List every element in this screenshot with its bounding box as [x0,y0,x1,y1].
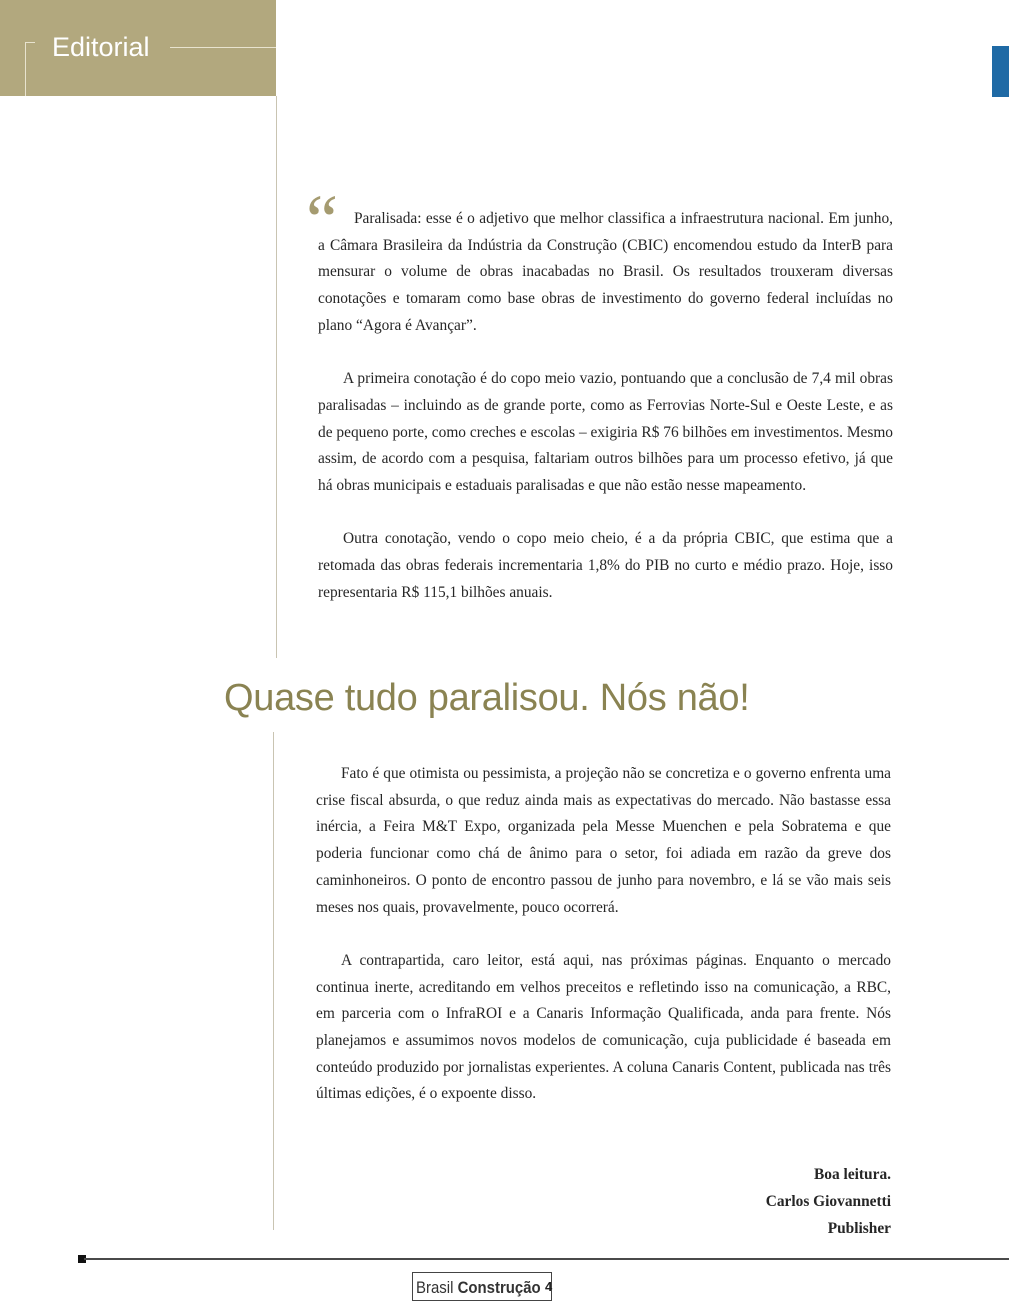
header-rule [170,47,276,48]
article-body-top [318,206,893,607]
article-headline: Quase tudo paralisou. Nós não! [224,677,750,719]
brand-part-1: Brasil [416,1278,454,1297]
article-body-bottom [316,761,891,1108]
header-corner-line [25,42,26,96]
paragraph: Fato é que otimista ou pessimista, a projeção não se concretiza e o governo enfrenta uma crise fiscal absurda, o que reduz ainda mais as expectativas do mercado. Não bastasse essa inércia, a Feira M&T Expo, organizada pela Messe Muenchen e pela Sobratema e que poderia funcionar como chá de ânimo para o setor, foi adiada em razão da greve dos caminhoneiros. O ponto de encontro passou de junho para novembro, e lá se vão mais seis meses nos quais, provavelmente, pouco ocorrerá. [316,765,891,916]
paragraph: A contrapartida, caro leitor, está aqui, nas próximas páginas. Enquanto o mercado continua inerte, acreditando em velhos preceitos e refletindo isso na comunicação, a RBC, em parceria com o InfraROI e a Canaris Informação Qualificada, anda para frente. Nós planejamos e assumimos novos modelos de comunicação, cuja publicidade é baseada em conteúdo produzido por jornalistas experientes. A coluna Canaris Content, publicada nas três últimas edições, é o expoente disso. [316,951,891,1103]
header-corner-tick [25,42,35,43]
page-number: 4 [545,1279,553,1294]
signature-block [766,1161,891,1242]
paragraph: Paralisada: esse é o adjetivo que melhor classifica a infraestrutura nacional. Em junho, a Câmara Brasileira da Indústria da Construção (CBIC) encomendou estudo da InterB para mensurar o volume de obras inacabadas no Brasil. Os resultados trouxeram diversas conotações e tomaram como base obras de investimento do governo federal incluídas no plano “Agora é Avançar”. [318,210,893,334]
footer-rule [84,1258,1009,1260]
signature-greeting: Boa leitura. [814,1166,891,1183]
page-edge-tab [992,46,1009,97]
section-title: Editorial [52,32,150,62]
signature-name: Carlos Giovannetti [765,1193,891,1210]
paragraph: A primeira conotação é do copo meio vazio, pontuando que a conclusão de 7,4 mil obras paralisadas – incluindo as de grande porte, como as Ferrovias Norte-Sul e Oeste Leste, e as de pequeno porte, como creches e escolas – exigiria R$ 76 bilhões em investimentos. Mesmo assim, de acordo com a pesquisa, faltariam outros bilhões para um processo efetivo, já que há obras municipais e estaduais paralisadas e que não estão nesse mapeamento. [318,370,893,495]
signature-role: Publisher [827,1220,891,1237]
quote-mark-icon: “ [306,180,332,260]
brand-part-2: Construção [457,1278,541,1297]
column-divider-bottom [273,732,274,1230]
paragraph: Outra conotação, vendo o copo meio cheio, é a da própria CBIC, que estima que a retomada das obras federais incrementaria 1,8% do PIB no curto e médio prazo. Hoje, isso representaria R$ 115,1 bilhões anuais. [318,530,893,601]
footer-brand-logo [416,1277,541,1299]
column-divider-top [276,96,277,658]
